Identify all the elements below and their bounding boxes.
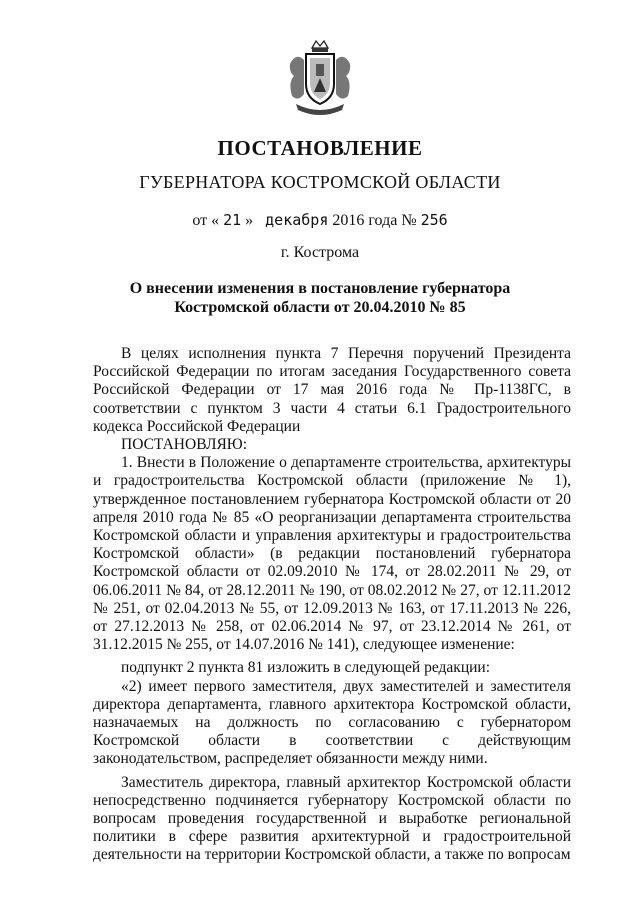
document-body — [93, 345, 571, 865]
heading-line-2: Костромской области от 20.04.2010 № 85 — [174, 299, 466, 316]
body-paragraph-subitem: подпункт 2 пункта 81 изложить в следующей редакции: — [121, 659, 491, 677]
document-type-title: ПОСТАНОВЛЕНИЕ — [217, 136, 423, 160]
document-heading — [0, 279, 640, 317]
body-paragraph-deputy: Заместитель директора, главный архитектор Костромской области непосредственно подчиняется губернатору Костромской области по вопросам проведения государственной и выработке региональной политики в сфере развития архитектурной и градостроительной деятельности на территории Костромской области, а также по вопросам — [93, 773, 571, 864]
date-mid: » — [245, 212, 254, 229]
date-day: 21 — [223, 211, 242, 229]
coat-of-arms-emblem-icon — [286, 38, 354, 118]
body-paragraph-quote: «2) имеет первого заместителя, двух заместителей и заместителя директора департамента, главного архитектора Костромской области, назначаемых на должность по согласованию с губернатором Костромской области в соответствии с действующим законодательством, распределяет обязанности между ними. — [93, 677, 571, 768]
city-line: г. Кострома — [280, 244, 360, 261]
issuer-title: ГУБЕРНАТОРА КОСТРОМСКОЙ ОБЛАСТИ — [139, 172, 501, 192]
date-month: декабря — [265, 211, 329, 229]
document-number: 256 — [420, 211, 448, 229]
heading-line-1: О внесении изменения в постановление губернатора — [129, 280, 511, 297]
body-paragraph-preamble: В целях исполнения пункта 7 Перечня поручений Президента Российской Федерации по итогам заседания Государственного совета Российской Федерации от 17 мая 2016 года № Пр-1138ГС, в соответствии с пунктом 3 части 4 статьи 6.1 Градостроительного кодекса Российской Федерации — [93, 345, 571, 435]
date-line — [0, 211, 640, 230]
body-paragraph-resolve: ПОСТАНОВЛЯЮ: — [121, 436, 248, 454]
date-year: 2016 года № — [332, 212, 417, 229]
date-prefix: от « — [192, 212, 220, 229]
body-paragraph-item-1: 1. Внести в Положение о департаменте строительства, архитектуры и градостроительства Костромской области (приложение № 1), утвержденное постановлением губернатора Костромской области от 20 апреля 2010 года № 85 «О реорганизации департамента строительства Костромской области и управления архитектуры и градостроительства Костромской области» (в редакции постановлений губернатора Костромской области от 02.09.2010 № 174, от 28.02.2011 № 29, от 06.06.2011 № 84, от 28.12.2011 № 190, от 08.02.2012 № 27, от 12.11.2012 № 251, от 02.04.2013 № 55, от 12.09.2013 № 163, от 17.11.2013 № 226, от 27.12.2013 № 258, от 02.06.2014 № 97, от 23.12.2014 № 261, от 31.12.2015 № 255, от 14.07.2016 № 141), следующее изменение: — [93, 454, 571, 654]
